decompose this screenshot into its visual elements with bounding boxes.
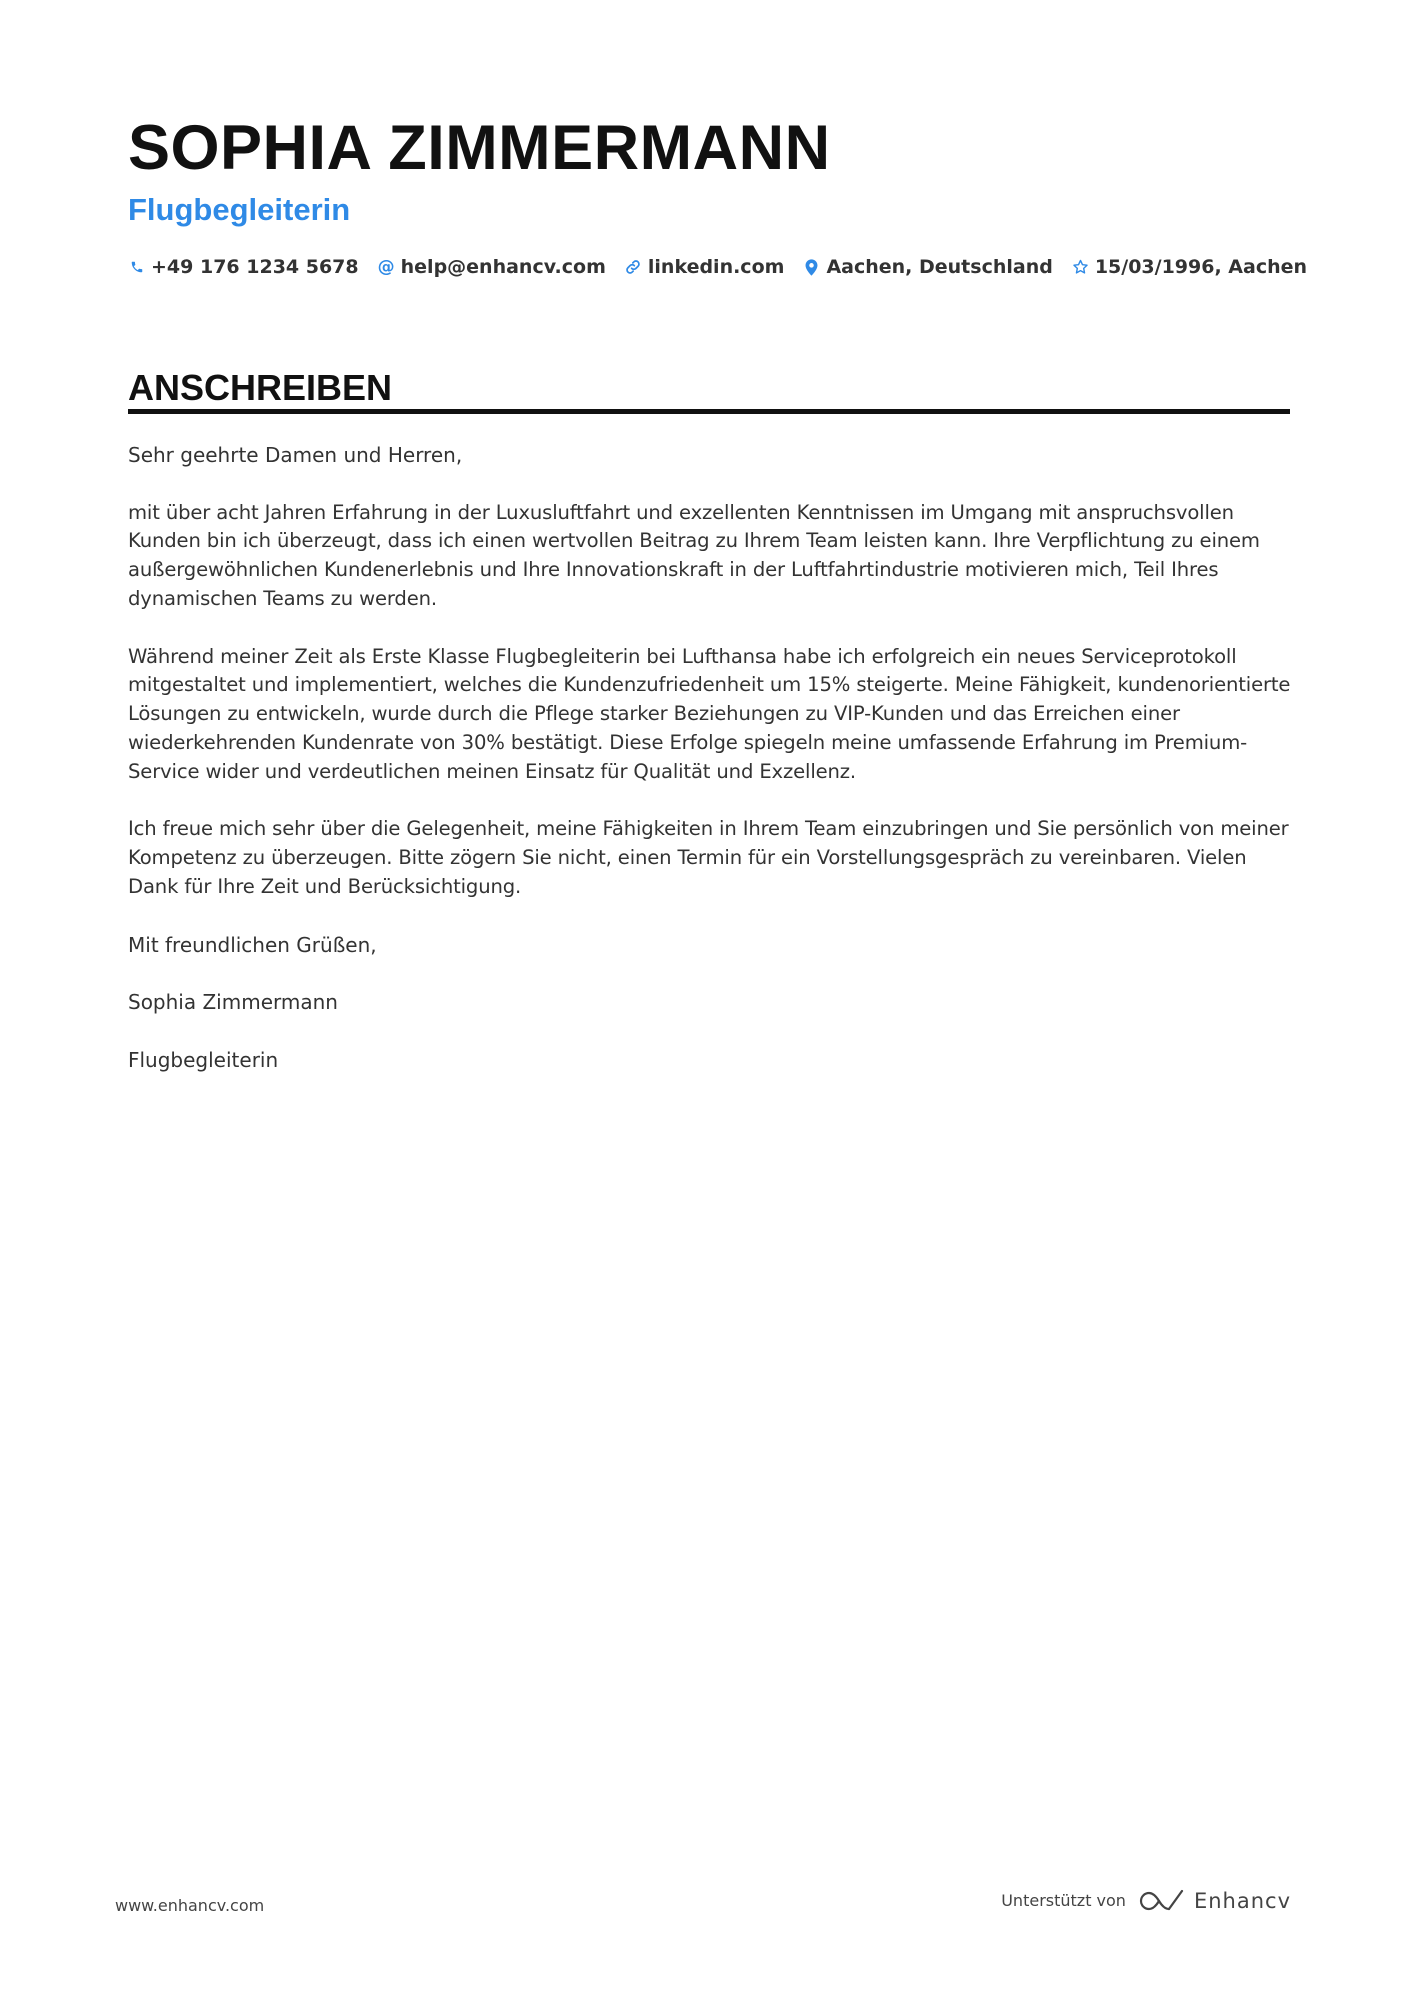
- contact-phone-text: +49 176 1234 5678: [151, 256, 359, 278]
- letter-paragraph: Ich freue mich sehr über die Gelegenheit, meine Fähigkeiten in Ihrem Team einzubringen und Sie persönlich von meiner Kompetenz zu überzeugen. Bitte zögern Sie nicht, einen Termin für ein Vorstellungsgespräch zu vereinbaren. Vielen Dank für Ihre Zeit und Berücksichtigung.: [128, 817, 1289, 898]
- section-divider: [128, 409, 1290, 414]
- powered-by-label: Unterstützt von: [1001, 1891, 1126, 1910]
- letter-closing: Mit freundlichen Grüßen,: [128, 932, 377, 957]
- footer-branding[interactable]: [1001, 1888, 1291, 1914]
- contact-birth: [1072, 252, 1307, 282]
- contact-linkedin[interactable]: [625, 252, 785, 282]
- contact-location: [803, 252, 1052, 282]
- signature-title: Flugbegleiterin: [128, 1047, 279, 1072]
- contact-bar: [128, 252, 1307, 282]
- enhancv-logo-icon: [1138, 1888, 1184, 1914]
- applicant-name: SOPHIA ZIMMERMANN: [128, 113, 831, 183]
- contact-location-text: Aachen, Deutschland: [826, 256, 1053, 278]
- star-icon: [1072, 257, 1089, 277]
- link-icon: [625, 257, 642, 277]
- enhancv-brand-name: Enhancv: [1193, 1889, 1291, 1913]
- letter-salutation: Sehr geehrte Damen und Herren,: [128, 443, 463, 467]
- letter-paragraph: mit über acht Jahren Erfahrung in der Luxusluftfahrt und exzellenten Kenntnissen im Umgang mit anspruchsvollen Kunden bin ich überzeugt, dass ich einen wertvollen Beitrag zu Ihrem Team leisten kann. Ihre Verpflichtung zu einem außergewöhnlichen Kundenerlebnis und Ihre Innovationskraft in der Luftfahrtindustrie motivieren mich, Teil Ihres dynamischen Teams zu werden.: [128, 500, 1260, 610]
- contact-email-text: help@enhancv.com: [400, 256, 606, 278]
- at-icon: @: [377, 257, 395, 277]
- contact-phone[interactable]: [128, 252, 359, 282]
- location-pin-icon: [803, 257, 820, 277]
- letter-body: [128, 441, 1293, 1103]
- contact-birth-text: 15/03/1996, Aachen: [1094, 256, 1308, 278]
- signature-name: Sophia Zimmermann: [128, 990, 338, 1015]
- footer-website-link[interactable]: www.enhancv.com: [115, 1896, 265, 1915]
- contact-linkedin-text: linkedin.com: [647, 256, 785, 278]
- letter-paragraph: Während meiner Zeit als Erste Klasse Flugbegleiterin bei Lufthansa habe ich erfolgreich ein neues Serviceprotokoll mitgestaltet und implementiert, welches die Kundenzufriedenheit um 15% steigerte. Meine Fähigkeit, kundenorientierte Lösungen zu entwickeln, wurde durch die Pflege starker Beziehungen zu VIP-Kunden und das Erreichen einer wiederkehrenden Kundenrate von 30% bestätigt. Diese Erfolge spiegeln meine umfassende Erfahrung im Premium-Service wider und verdeutlichen meinen Einsatz für Qualität und Exzellenz.: [128, 644, 1291, 783]
- contact-email[interactable]: [378, 252, 606, 282]
- section-title: ANSCHREIBEN: [128, 367, 393, 408]
- phone-icon: [128, 257, 145, 277]
- applicant-title: Flugbegleiterin: [128, 192, 351, 227]
